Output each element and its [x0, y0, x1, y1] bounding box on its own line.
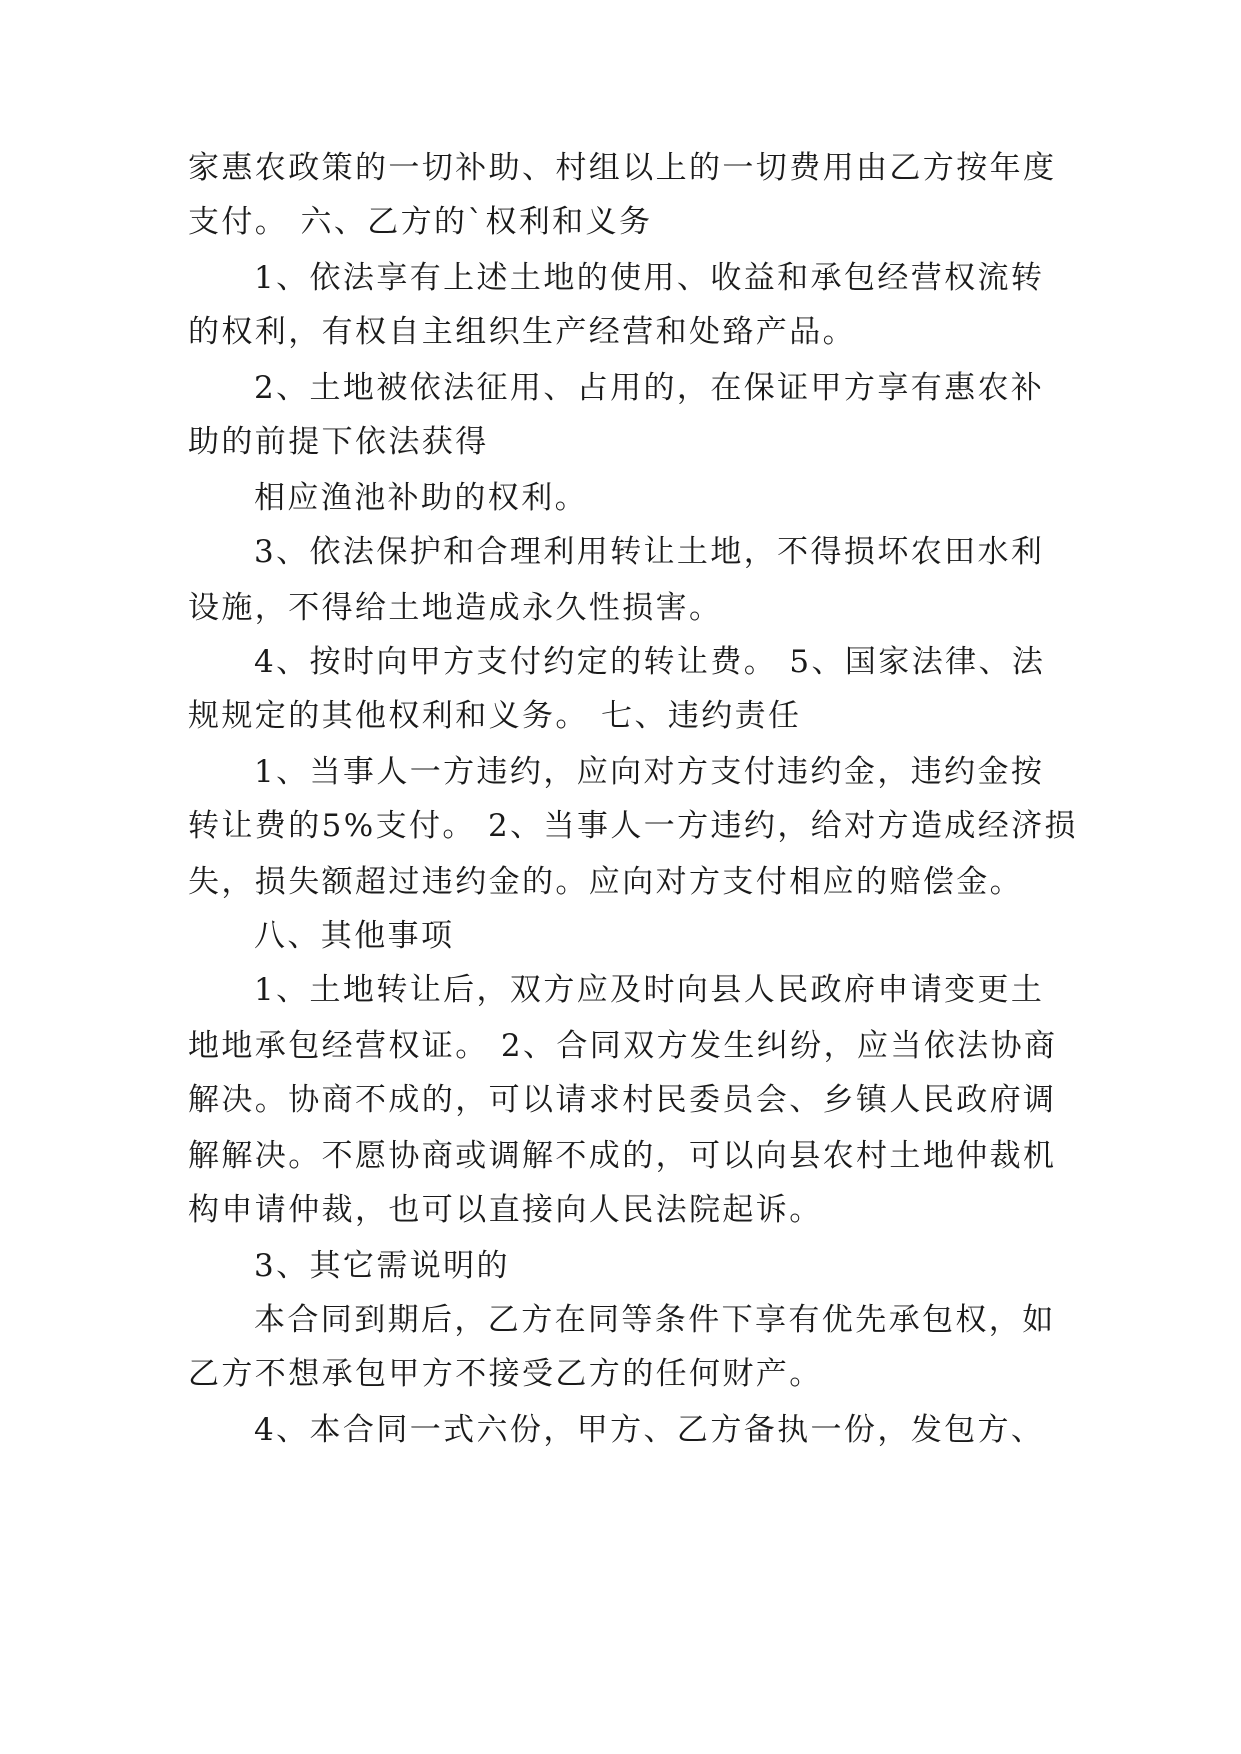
text-line: 4、按时向甲方支付约定的转让费。 5、国家法律、法: [254, 644, 1046, 680]
text-line: 规规定的其他权利和义务。 七、违约责任: [188, 698, 802, 734]
text-line: 失，损失额超过违约金的。应向对方支付相应的赔偿金。: [188, 864, 1023, 900]
text-line: 的权利，有权自主组织生产经营和处臵产品。: [188, 314, 856, 350]
text-line: 家惠农政策的一切补助、村组以上的一切费用由乙方按年度: [188, 150, 1057, 186]
text-line: 设施，不得给土地造成永久性损害。: [188, 590, 723, 626]
text-line: 2、土地被依法征用、占用的，在保证甲方享有惠农补: [254, 370, 1045, 406]
text-line: 转让费的5%支付。 2、当事人一方违约，给对方造成经济损: [188, 808, 1078, 844]
text-line: 1、土地转让后，双方应及时向县人民政府申请变更土: [254, 972, 1045, 1008]
text-line: 八、其他事项: [254, 918, 455, 954]
text-line: 4、本合同一式六份，甲方、乙方备执一份，发包方、: [254, 1412, 1045, 1448]
text-line: 解解决。不愿协商或调解不成的，可以向县农村土地仲裁机: [188, 1138, 1057, 1174]
text-line: 本合同到期后，乙方在同等条件下享有优先承包权，如: [254, 1302, 1056, 1338]
text-line: 相应渔池补助的权利。: [254, 480, 588, 516]
text-line: 1、依法享有上述土地的使用、收益和承包经营权流转: [254, 260, 1045, 296]
text-line: 3、其它需说明的: [254, 1248, 510, 1284]
text-line: 3、依法保护和合理利用转让土地，不得损坏农田水利: [254, 534, 1045, 570]
text-line: 1、当事人一方违约，应向对方支付违约金，违约金按: [254, 754, 1045, 790]
text-line: 地地承包经营权证。 2、合同双方发生纠纷，应当依法协商: [188, 1028, 1058, 1064]
text-line: 构申请仲裁，也可以直接向人民法院起诉。: [188, 1192, 823, 1228]
text-line: 助的前提下依法获得: [188, 424, 489, 460]
text-line: 支付。 六、乙方的`权利和义务: [188, 204, 653, 240]
text-line: 乙方不想承包甲方不接受乙方的任何财产。: [188, 1356, 823, 1392]
text-line: 解决。协商不成的，可以请求村民委员会、乡镇人民政府调: [188, 1082, 1057, 1118]
